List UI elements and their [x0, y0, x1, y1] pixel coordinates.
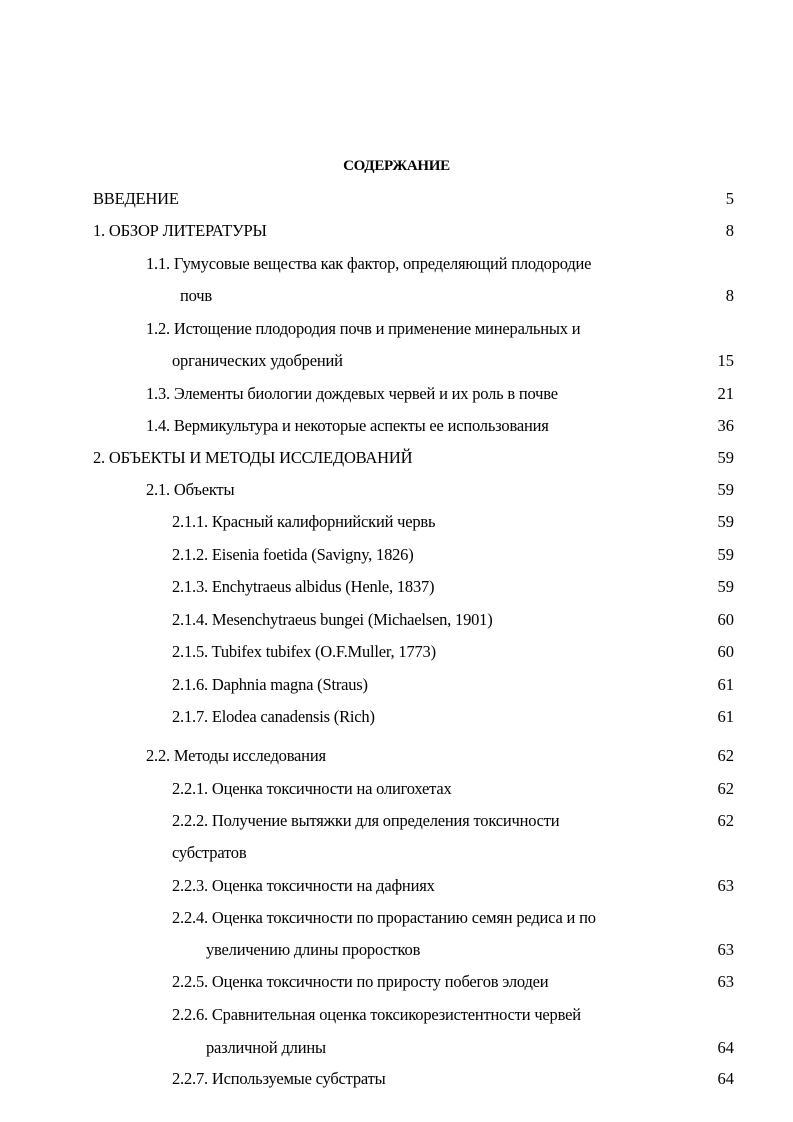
toc-entry-2-2-3: 2.2.3. Оценка токсичности на дафниях — [172, 876, 435, 895]
toc-page-number: 61 — [717, 675, 734, 694]
toc-entry-1-4: 1.4. Вермикультура и некоторые аспекты ее использования — [146, 416, 549, 435]
toc-entry-section-2: 2. ОБЪЕКТЫ И МЕТОДЫ ИССЛЕДОВАНИЙ — [93, 448, 413, 467]
toc-page-number: 61 — [717, 707, 734, 726]
toc-page-number: 60 — [717, 610, 734, 629]
toc-entry-2-2-7: 2.2.7. Используемые субстраты — [172, 1069, 386, 1088]
toc-page-number: 59 — [717, 512, 734, 531]
toc-entry-2-2-2: 2.2.2. Получение вытяжки для определения токсичности — [172, 811, 560, 830]
toc-entry-2-2: 2.2. Методы исследования — [146, 746, 326, 765]
toc-page-number: 59 — [717, 545, 734, 564]
toc-entry-2-2-1: 2.2.1. Оценка токсичности на олигохетах — [172, 779, 452, 798]
toc-page-number: 5 — [725, 189, 734, 208]
toc-entry-section-1: 1. ОБЗОР ЛИТЕРАТУРЫ — [93, 221, 267, 240]
toc-page-number: 63 — [717, 876, 734, 895]
toc-page-number: 63 — [717, 972, 734, 991]
toc-entry-2-2-2-continued: субстратов — [172, 843, 247, 862]
toc-page-number: 64 — [717, 1038, 734, 1057]
toc-page-number: 15 — [717, 351, 734, 370]
toc-page-number: 62 — [717, 746, 734, 765]
toc-page-number: 8 — [725, 286, 734, 305]
toc-page-number: 36 — [717, 416, 734, 435]
toc-page-number: 59 — [717, 480, 734, 499]
toc-entry-1-1-continued: почв — [180, 286, 212, 305]
toc-entry-intro: ВВЕДЕНИЕ — [93, 189, 179, 208]
page-title: СОДЕРЖАНИЕ — [343, 158, 450, 174]
toc-entry-1-1: 1.1. Гумусовые вещества как фактор, определяющий плодородие — [146, 254, 592, 273]
toc-entry-2-2-4: 2.2.4. Оценка токсичности по прорастанию семян редиса и по — [172, 908, 596, 927]
toc-entry-2-2-6-continued: различной длины — [206, 1038, 326, 1057]
toc-entry-2-1: 2.1. Объекты — [146, 480, 235, 499]
toc-entry-1-3: 1.3. Элементы биологии дождевых червей и их роль в почве — [146, 384, 558, 403]
toc-entry-2-2-6: 2.2.6. Сравнительная оценка токсикорезистентности червей — [172, 1005, 581, 1024]
toc-page-number: 62 — [717, 779, 734, 798]
toc-entry-2-2-4-continued: увеличению длины проростков — [206, 940, 421, 959]
toc-page-number: 64 — [717, 1069, 734, 1088]
toc-entry-2-1-5: 2.1.5. Tubifex tubifex (O.F.Muller, 1773) — [172, 642, 436, 661]
toc-entry-2-1-3: 2.1.3. Enchytraeus albidus (Henle, 1837) — [172, 577, 435, 596]
toc-page-number: 62 — [717, 811, 734, 830]
toc-entry-2-1-7: 2.1.7. Elodea canadensis (Rich) — [172, 707, 375, 726]
toc-entry-2-1-1: 2.1.1. Красный калифорнийский червь — [172, 512, 436, 531]
toc-page-number: 63 — [717, 940, 734, 959]
toc-entry-2-1-6: 2.1.6. Daphnia magna (Straus) — [172, 675, 368, 694]
toc-page-number: 8 — [725, 221, 734, 240]
toc-entry-2-2-5: 2.2.5. Оценка токсичности по приросту побегов элодеи — [172, 972, 549, 991]
toc-page-number: 59 — [717, 577, 734, 596]
toc-entry-2-1-4: 2.1.4. Mesenchytraeus bungei (Michaelsen, 1901) — [172, 610, 493, 629]
toc-page-number: 60 — [717, 642, 734, 661]
toc-entry-1-2-continued: органических удобрений — [172, 351, 343, 370]
toc-entry-2-1-2: 2.1.2. Eisenia foetida (Savigny, 1826) — [172, 545, 414, 564]
toc-page-number: 59 — [717, 448, 734, 467]
toc-page-number: 21 — [717, 384, 734, 403]
toc-entry-1-2: 1.2. Истощение плодородия почв и применение минеральных и — [146, 319, 581, 338]
